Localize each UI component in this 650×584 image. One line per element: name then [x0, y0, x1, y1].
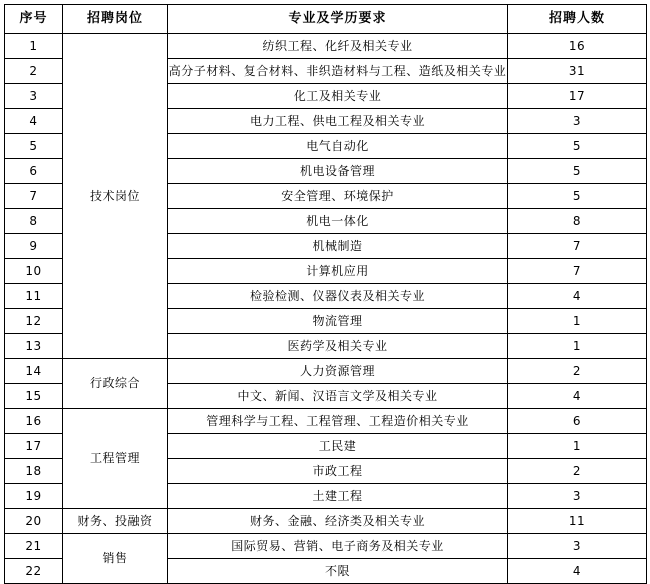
row-index-cell: 14 [5, 359, 63, 384]
column-header-major: 专业及学历要求 [168, 5, 508, 34]
row-index-cell: 7 [5, 184, 63, 209]
row-index-cell: 4 [5, 109, 63, 134]
post-group-cell: 行政综合 [63, 359, 168, 409]
headcount-cell: 16 [508, 34, 647, 59]
major-requirement-cell: 土建工程 [168, 484, 508, 509]
headcount-cell: 5 [508, 184, 647, 209]
major-requirement-cell: 机电一体化 [168, 209, 508, 234]
row-index-cell: 16 [5, 409, 63, 434]
row-index-cell: 10 [5, 259, 63, 284]
major-requirement-cell: 财务、金融、经济类及相关专业 [168, 509, 508, 534]
column-header-post: 招聘岗位 [63, 5, 168, 34]
headcount-cell: 5 [508, 159, 647, 184]
major-requirement-cell: 物流管理 [168, 309, 508, 334]
column-header-index: 序号 [5, 5, 63, 34]
row-index-cell: 15 [5, 384, 63, 409]
major-requirement-cell: 中文、新闻、汉语言文学及相关专业 [168, 384, 508, 409]
headcount-cell: 4 [508, 384, 647, 409]
major-requirement-cell: 医药学及相关专业 [168, 334, 508, 359]
major-requirement-cell: 不限 [168, 559, 508, 584]
headcount-cell: 1 [508, 434, 647, 459]
major-requirement-cell: 市政工程 [168, 459, 508, 484]
headcount-cell: 3 [508, 534, 647, 559]
table-header [5, 5, 647, 34]
table-body [5, 34, 647, 584]
major-requirement-cell: 管理科学与工程、工程管理、工程造价相关专业 [168, 409, 508, 434]
major-requirement-cell: 纺织工程、化纤及相关专业 [168, 34, 508, 59]
major-requirement-cell: 人力资源管理 [168, 359, 508, 384]
major-requirement-cell: 机械制造 [168, 234, 508, 259]
post-group-cell: 财务、投融资 [63, 509, 168, 534]
row-index-cell: 20 [5, 509, 63, 534]
headcount-cell: 4 [508, 284, 647, 309]
headcount-cell: 1 [508, 309, 647, 334]
row-index-cell: 1 [5, 34, 63, 59]
headcount-cell: 2 [508, 459, 647, 484]
row-index-cell: 22 [5, 559, 63, 584]
headcount-cell: 31 [508, 59, 647, 84]
table-row [5, 359, 647, 384]
headcount-cell: 1 [508, 334, 647, 359]
headcount-cell: 2 [508, 359, 647, 384]
row-index-cell: 2 [5, 59, 63, 84]
headcount-cell: 4 [508, 559, 647, 584]
headcount-cell: 5 [508, 134, 647, 159]
row-index-cell: 8 [5, 209, 63, 234]
table-row [5, 534, 647, 559]
table-row [5, 509, 647, 534]
recruitment-table [4, 4, 647, 584]
major-requirement-cell: 电力工程、供电工程及相关专业 [168, 109, 508, 134]
row-index-cell: 18 [5, 459, 63, 484]
row-index-cell: 5 [5, 134, 63, 159]
row-index-cell: 21 [5, 534, 63, 559]
major-requirement-cell: 计算机应用 [168, 259, 508, 284]
headcount-cell: 8 [508, 209, 647, 234]
row-index-cell: 12 [5, 309, 63, 334]
row-index-cell: 9 [5, 234, 63, 259]
major-requirement-cell: 机电设备管理 [168, 159, 508, 184]
major-requirement-cell: 工民建 [168, 434, 508, 459]
headcount-cell: 6 [508, 409, 647, 434]
major-requirement-cell: 检验检测、仪器仪表及相关专业 [168, 284, 508, 309]
headcount-cell: 17 [508, 84, 647, 109]
row-index-cell: 17 [5, 434, 63, 459]
headcount-cell: 7 [508, 234, 647, 259]
headcount-cell: 7 [508, 259, 647, 284]
row-index-cell: 6 [5, 159, 63, 184]
major-requirement-cell: 高分子材料、复合材料、非织造材料与工程、造纸及相关专业 [168, 59, 508, 84]
post-group-cell: 工程管理 [63, 409, 168, 509]
major-requirement-cell: 国际贸易、营销、电子商务及相关专业 [168, 534, 508, 559]
row-index-cell: 13 [5, 334, 63, 359]
row-index-cell: 19 [5, 484, 63, 509]
major-requirement-cell: 安全管理、环境保护 [168, 184, 508, 209]
major-requirement-cell: 电气自动化 [168, 134, 508, 159]
headcount-cell: 3 [508, 484, 647, 509]
post-group-cell: 销售 [63, 534, 168, 584]
table-header-row [5, 5, 647, 34]
table-row [5, 409, 647, 434]
row-index-cell: 11 [5, 284, 63, 309]
headcount-cell: 11 [508, 509, 647, 534]
row-index-cell: 3 [5, 84, 63, 109]
headcount-cell: 3 [508, 109, 647, 134]
column-header-count: 招聘人数 [508, 5, 647, 34]
table-row [5, 34, 647, 59]
major-requirement-cell: 化工及相关专业 [168, 84, 508, 109]
post-group-cell: 技术岗位 [63, 34, 168, 359]
